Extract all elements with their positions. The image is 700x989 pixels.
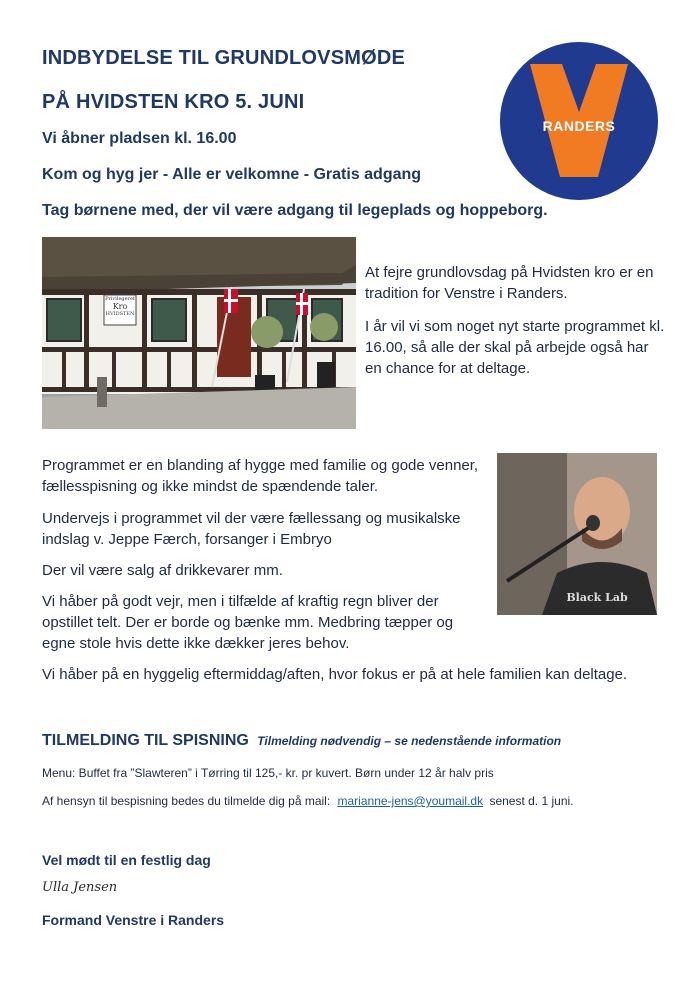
kro-sign (104, 296, 136, 317)
venstre-randers-logo (500, 42, 658, 200)
kro-sign-line-1: Privilegeret (105, 296, 135, 302)
signup-heading-row (42, 732, 561, 750)
shirt-text: Black Lab (566, 591, 628, 604)
jeppe-faerch-photo (497, 453, 657, 615)
subtitle-opening: Vi åbner pladsen kl. 16.00 (42, 130, 237, 147)
title-line-1: INDBYDELSE TIL GRUNDLOVSMØDE (42, 47, 406, 69)
program-paragraph-5: Vi håber på en hyggelig eftermiddag/aften, hvor fokus er på at hele familien kan deltage. (42, 666, 628, 683)
closing-role: Formand Venstre i Randers (42, 912, 225, 928)
subtitle-welcome: Kom og hyg jer - Alle er velkomne - Gratis adgang (42, 166, 422, 183)
signup-note: Tilmelding nødvendig – se nedenstående information (257, 734, 562, 748)
program-paragraph-2: Undervejs i programmet vil der være fællessang og musikalske indslag v. Jeppe Færch, forsanger i Embryo (42, 510, 461, 548)
signup-heading: TILMELDING TIL SPISNING (42, 732, 249, 749)
title-line-2: PÅ HVIDSTEN KRO 5. JUNI (42, 91, 305, 113)
closing-greeting: Vel mødt til en festlig dag (42, 852, 211, 868)
program-paragraph-4: Vi håber på godt vejr, men i tilfælde af kraftig regn bliver der opstillet telt. Der er borde og bænke mm. Medbring tæpper og egne stole hvis dette ikke dækker jeres behov. (42, 593, 454, 652)
mail-suffix: senest d. 1 juni. (489, 794, 574, 808)
kro-sign-line-3: HVIDSTEN (105, 311, 135, 317)
kro-building-illustration (42, 237, 356, 429)
logo-text: RANDERS (542, 118, 616, 134)
hvidsten-kro-photo (42, 237, 356, 429)
kro-sign-line-2: Kro (112, 302, 128, 311)
subtitle-children: Tag børnene med, der vil være adgang til legeplads og hoppeborg. (42, 202, 548, 219)
intro-paragraph-2: I år vil vi som noget nyt starte programmet kl. 16.00, så alle der skal på arbejde også har en chance for at deltage. (365, 318, 665, 377)
signup-email-link[interactable]: marianne-jens@youmail.dk (337, 794, 484, 808)
intro-paragraph-1: At fejre grundlovsdag på Hvidsten kro er en tradition for Venstre i Randers. (365, 264, 654, 302)
mail-line (42, 794, 574, 808)
program-paragraph-3: Der vil være salg af drikkevarer mm. (42, 562, 283, 579)
program-paragraph-1: Programmet er en blanding af hygge med familie og gode venner, fællesspisning og ikke mindst de spændende taler. (42, 457, 479, 495)
signature: Ulla Jensen (42, 880, 118, 895)
menu-line: Menu: Buffet fra ”Slawteren” i Tørring til 125,- kr. pr kuvert. Børn under 12 år halv pris (42, 766, 494, 780)
mail-prefix: Af hensyn til bespisning bedes du tilmelde dig på mail: (42, 794, 331, 808)
